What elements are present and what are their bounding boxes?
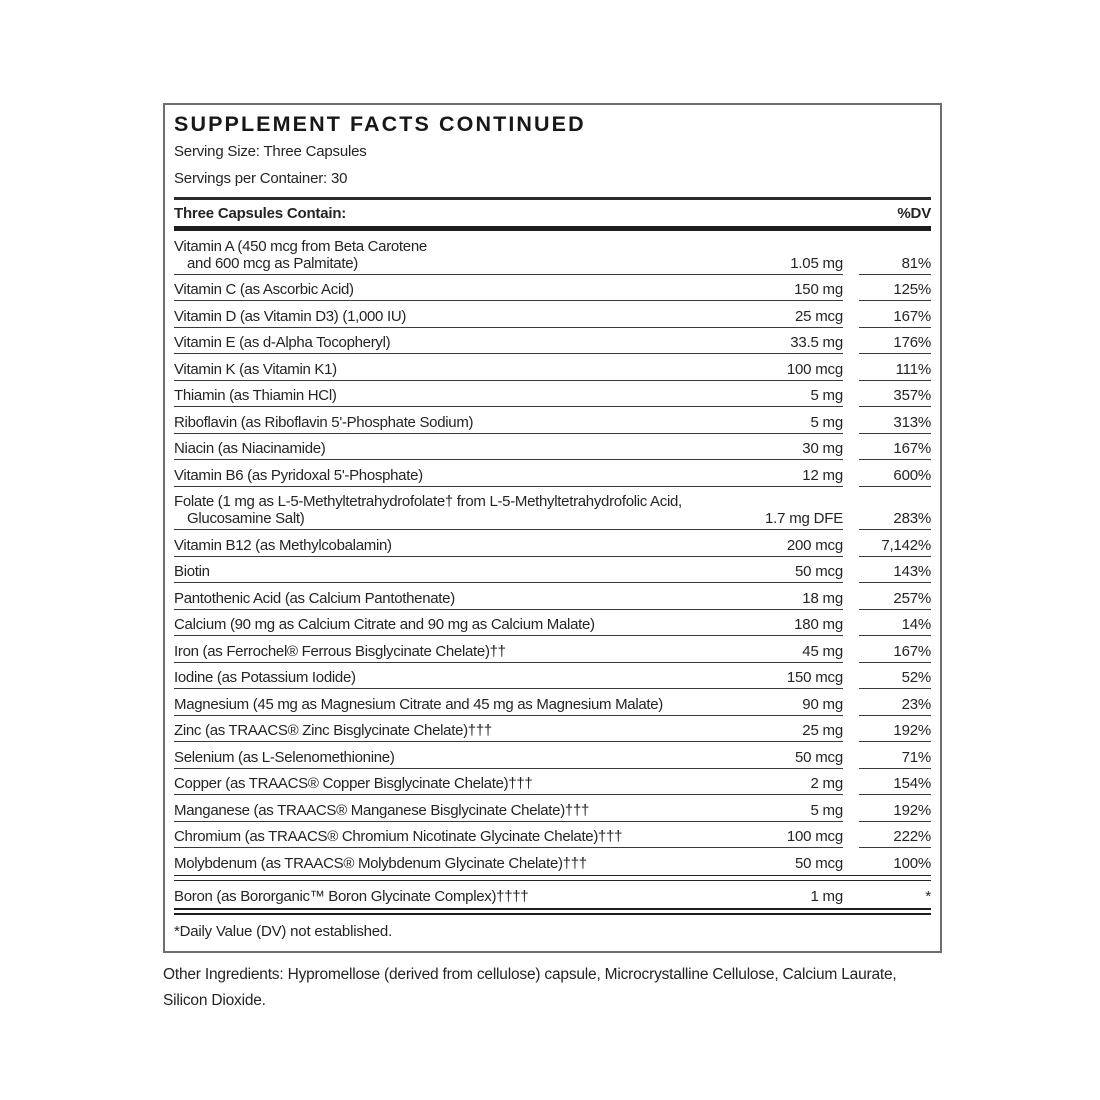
nutrient-dv: 192% [859,795,931,822]
nutrient-row-left [174,530,843,557]
nutrient-row-left [174,557,843,584]
nutrient-amount: 180 mg [794,616,843,633]
nutrient-row-left [174,381,843,408]
nutrient-name-line1: Vitamin B6 (as Pyridoxal 5'-Phosphate) [174,466,423,484]
nutrient-name [174,590,731,607]
nutrient-row [174,231,931,275]
nutrient-row-left [174,848,843,874]
nutrient-name [174,888,731,905]
nutrient-amount: 50 mcg [795,748,843,766]
nutrient-row [174,882,931,908]
nutrient-dv: 167% [859,301,931,328]
nutrient-row [174,328,931,355]
nutrient-dv: 167% [859,636,931,663]
nutrient-name-line1: Vitamin B12 (as Methylcobalamin) [174,536,392,554]
nutrient-name [174,387,731,404]
nutrient-amount: 45 mg [802,642,843,660]
nutrient-name-line1: Boron (as Bororganic™ Boron Glycinate Complex)†††† [174,888,529,905]
nutrient-amount: 5 mg [810,801,843,819]
nutrient-row-left [174,275,843,302]
nutrient-dv: 313% [859,407,931,434]
nutrient-row-left [174,742,843,769]
nutrient-name [174,775,731,792]
dv-footnote: *Daily Value (DV) not established. [174,923,393,940]
nutrient-dv: * [925,888,931,905]
nutrient-dv: 257% [859,583,931,610]
servings-per-container: Servings per Container: 30 [174,170,348,187]
nutrient-amount: 200 mcg [786,536,843,554]
nutrient-row [174,689,931,716]
nutrient-name-line1: Folate (1 mg as L-5-Methyltetrahydrofolate† from L-5-Methyltetrahydrofolic Acid, [174,493,682,510]
nutrient-row-left [174,583,843,610]
nutrient-row [174,381,931,408]
nutrient-row-left [174,663,843,690]
nutrient-name [174,493,731,527]
nutrient-row [174,460,931,487]
nutrient-name-line1: Thiamin (as Thiamin HCl) [174,387,337,404]
nutrient-name [174,440,731,457]
nutrient-name [174,414,731,431]
nutrient-amount: 5 mg [810,413,843,431]
nutrient-name-line1: Vitamin D (as Vitamin D3) (1,000 IU) [174,307,407,325]
nutrient-row [174,742,931,769]
nutrient-name-line1: Iron (as Ferrochel® Ferrous Bisglycinate Chelate)†† [174,642,506,660]
serving-size: Serving Size: Three Capsules [174,143,367,160]
panel-title: SUPPLEMENT FACTS CONTINUED [174,112,586,136]
nutrient-name-line1: Biotin [174,563,210,580]
divider-above-footnote [174,908,931,915]
nutrient-row-left [174,882,843,908]
nutrient-name-line1: Chromium (as TRAACS® Chromium Nicotinate Glycinate Chelate)††† [174,828,623,845]
nutrient-name [174,467,731,484]
nutrient-row [174,354,931,381]
nutrient-row-left [174,231,843,275]
nutrient-amount: 90 mg [802,695,843,713]
nutrient-name-line1: Vitamin A (450 mcg from Beta Carotene [174,237,427,255]
nutrient-name [174,643,731,660]
nutrient-row [174,822,931,849]
nutrient-amount: 1.05 mg [790,254,843,272]
nutrient-amount: 30 mg [802,440,843,457]
nutrient-name-line1: Vitamin K (as Vitamin K1) [174,360,337,378]
nutrient-dv: 7,142% [859,530,931,557]
nutrient-name [174,802,731,819]
nutrient-name [174,669,731,686]
nutrient-row-left [174,434,843,461]
nutrient-row-left [174,328,843,355]
nutrient-row-left [174,795,843,822]
nutrient-amount: 1 mg [810,888,843,905]
divider-double [174,875,931,881]
nutrient-dv: 283% [859,504,931,531]
nutrient-amount: 150 mcg [786,669,843,686]
nutrient-dv: 52% [859,663,931,690]
nutrient-name [174,334,731,351]
nutrient-row-left [174,716,843,743]
nutrient-row [174,795,931,822]
nutrient-row [174,407,931,434]
nutrient-row-left [174,769,843,796]
nutrient-row [174,301,931,328]
nutrient-dv: 222% [859,822,931,849]
nutrient-name-line1: Copper (as TRAACS® Copper Bisglycinate Chelate)††† [174,775,533,792]
nutrient-amount: 25 mg [802,722,843,739]
nutrient-row-left [174,301,843,328]
nutrient-amount: 50 mcg [795,854,843,872]
nutrient-amount: 5 mg [810,387,843,404]
nutrient-row [174,610,931,637]
nutrient-name-line1: Selenium (as L-Selenomethionine) [174,748,395,766]
nutrient-name-line1: Zinc (as TRAACS® Zinc Bisglycinate Chelate)††† [174,722,492,739]
nutrient-row [174,557,931,584]
nutrient-name-line1: Iodine (as Potassium Iodide) [174,669,356,686]
nutrient-amount: 100 mcg [786,360,843,378]
nutrient-name [174,281,731,298]
nutrient-row [174,848,931,874]
nutrient-dv: 176% [859,328,931,355]
table-header [174,200,931,226]
nutrient-amount: 18 mg [802,589,843,607]
nutrient-amount: 150 mg [794,281,843,298]
nutrient-row [174,434,931,461]
nutrient-name [174,749,731,766]
nutrient-dv: 81% [859,248,931,275]
nutrient-dv: 23% [859,689,931,716]
nutrient-row-left [174,354,843,381]
nutrient-row-left [174,487,843,531]
table-header-dv-label: %DV [897,205,931,222]
nutrient-name [174,722,731,739]
supplement-facts-panel [163,103,942,953]
nutrient-dv: 71% [859,742,931,769]
nutrient-dv: 111% [859,354,931,381]
nutrient-dv: 125% [859,275,931,302]
nutrient-name-line1: Vitamin E (as d-Alpha Tocopheryl) [174,334,391,351]
nutrient-row [174,487,931,531]
nutrient-name-line1: Manganese (as TRAACS® Manganese Bisglycinate Chelate)††† [174,801,590,819]
nutrient-dv: 192% [859,716,931,743]
nutrient-row [174,636,931,663]
nutrient-amount: 25 mcg [795,307,843,325]
nutrient-name [174,855,731,872]
nutrient-name-line1: Magnesium (45 mg as Magnesium Citrate and 45 mg as Magnesium Malate) [174,695,663,713]
nutrient-name-line1: Niacin (as Niacinamide) [174,440,326,457]
nutrient-name-line1: Riboflavin (as Riboflavin 5'-Phosphate Sodium) [174,413,474,431]
nutrient-amount: 100 mcg [786,828,843,845]
nutrient-dv: 143% [859,557,931,584]
nutrient-row [174,716,931,743]
nutrient-name [174,696,731,713]
nutrient-name [174,361,731,378]
nutrient-name [174,563,731,580]
nutrient-name [174,828,731,845]
nutrient-row-left [174,689,843,716]
nutrient-name-line1: Pantothenic Acid (as Calcium Pantothenate) [174,589,455,607]
nutrient-name-line1: Molybdenum (as TRAACS® Molybdenum Glycinate Chelate)††† [174,854,587,872]
nutrient-amount: 2 mg [810,775,843,792]
nutrient-name-line1: Vitamin C (as Ascorbic Acid) [174,281,354,298]
nutrient-name-line2: and 600 mcg as Palmitate) [187,254,358,272]
nutrient-name-line2: Glucosamine Salt) [187,510,305,527]
nutrient-dv: 100% [893,854,931,872]
nutrient-amount: 50 mcg [795,563,843,580]
nutrient-row-left [174,822,843,849]
nutrient-rows [174,231,931,907]
nutrient-row [174,769,931,796]
nutrient-name [174,616,731,633]
nutrient-dv: 600% [859,460,931,487]
nutrient-dv: 14% [859,610,931,637]
other-ingredients: Other Ingredients: Hypromellose (derived from cellulose) capsule, Microcrystalline Cellulose, Calcium Laurate, Silicon Dioxide. [163,966,897,1009]
table-header-contain-label: Three Capsules Contain: [174,205,347,222]
nutrient-row [174,583,931,610]
nutrient-dv: 167% [859,434,931,461]
nutrient-row [174,530,931,557]
nutrient-name [174,308,731,325]
nutrient-dv: 154% [859,769,931,796]
nutrient-row [174,275,931,302]
nutrient-row [174,663,931,690]
nutrient-name [174,238,731,272]
nutrient-amount: 1.7 mg DFE [764,510,843,527]
nutrient-dv: 357% [859,381,931,408]
nutrient-name-line1: Calcium (90 mg as Calcium Citrate and 90 mg as Calcium Malate) [174,616,595,633]
nutrient-row-left [174,407,843,434]
nutrient-name [174,537,731,554]
nutrient-row-left [174,610,843,637]
nutrient-amount: 12 mg [802,466,843,484]
nutrient-amount: 33.5 mg [790,334,843,351]
nutrient-row-left [174,636,843,663]
nutrient-row-left [174,460,843,487]
label-wrap [163,103,942,1014]
